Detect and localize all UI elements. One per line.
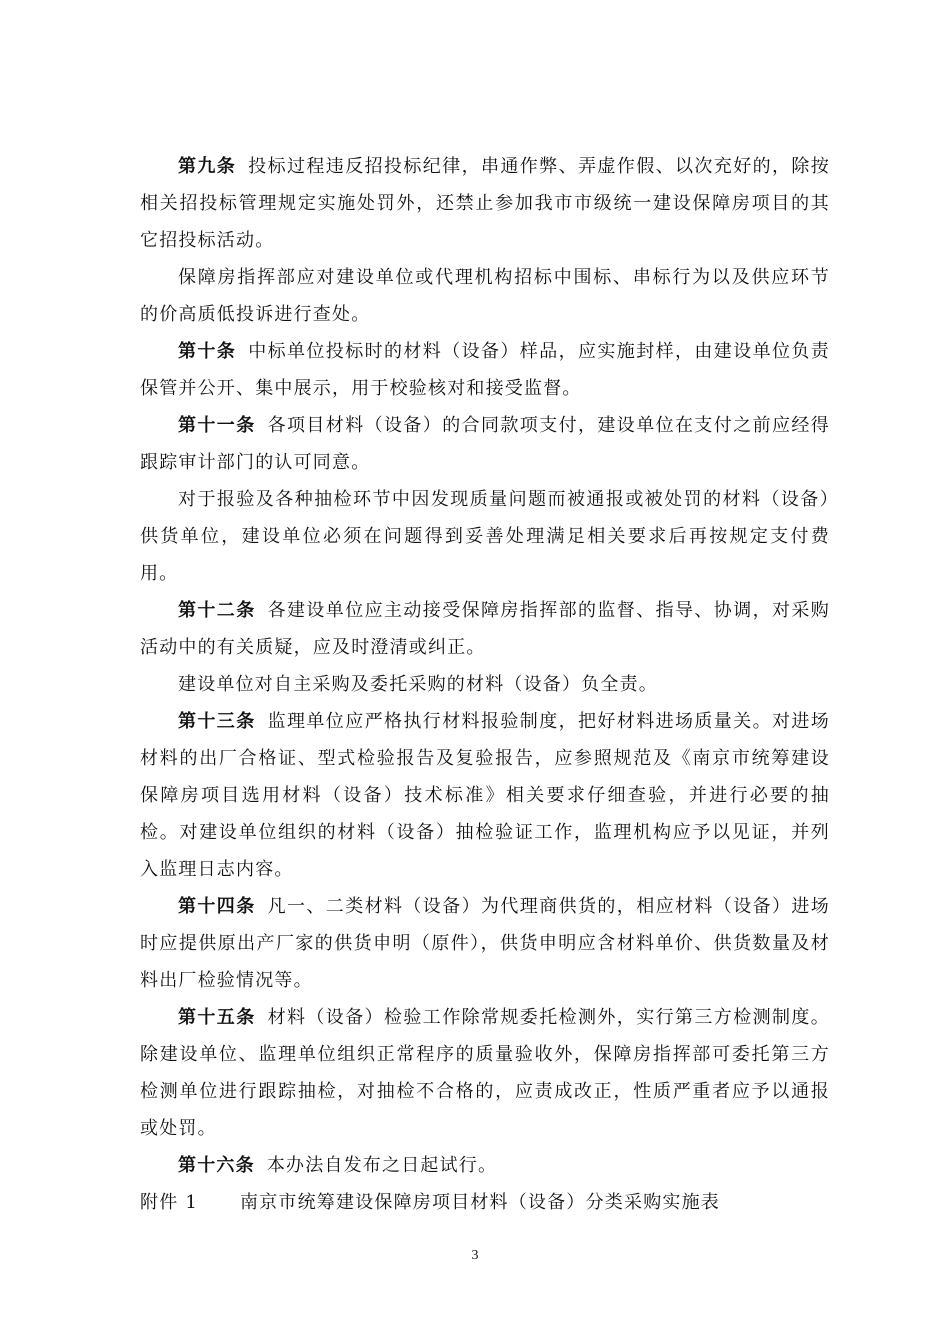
article-11-paragraph-2 (140, 481, 830, 592)
article-14 (140, 888, 830, 999)
article-15 (140, 999, 830, 1147)
article-16 (140, 1147, 830, 1184)
article-label: 第十条 (178, 341, 237, 362)
article-13 (140, 703, 830, 888)
article-label: 第十二条 (178, 600, 256, 621)
article-label: 第十六条 (178, 1155, 255, 1176)
article-label: 第十一条 (178, 415, 256, 436)
article-11 (140, 407, 830, 481)
article-text: 各建设单位应主动接受保障房指挥部的监督、指导、协调，对采购活动中的有关质疑，应及时澄清或纠正。 (140, 600, 830, 658)
attachment-line (140, 1184, 830, 1221)
article-10 (140, 333, 830, 407)
article-12 (140, 592, 830, 666)
article-12-paragraph-2 (140, 666, 830, 703)
article-text: 投标过程违反招投标纪律，串通作弊、弄虚作假、以次充好的，除按相关招投标管理规定实施处罚外，还禁止参加我市市级统一建设保障房项目的其它招投标活动。 (140, 156, 830, 251)
attachment-label: 附件 1 (140, 1192, 198, 1213)
attachment-title: 南京市统筹建设保障房项目材料（设备）分类采购实施表 (240, 1192, 720, 1213)
article-label: 第十三条 (178, 711, 256, 732)
article-text: 本办法自发布之日起试行。 (266, 1155, 498, 1176)
paragraph-text: 对于报验及各种抽检环节中因发现质量问题而被通报或被处罚的材料（设备）供货单位，建设单位必须在问题得到妥善处理满足相关要求后再按规定支付费用。 (140, 489, 830, 584)
article-label: 第九条 (178, 156, 237, 177)
document-body (140, 148, 830, 1221)
article-label: 第十五条 (178, 1007, 256, 1028)
article-text: 凡一、二类材料（设备）为代理商供货的，相应材料（设备）进场时应提供原出产厂家的供货申明（原件），供货申明应含材料单价、供货数量及材料出厂检验情况等。 (140, 896, 830, 991)
page-number: 3 (471, 1248, 479, 1263)
article-text: 各项目材料（设备）的合同款项支付，建设单位在支付之前应经得跟踪审计部门的认可同意。 (140, 415, 830, 473)
article-9-paragraph-2 (140, 259, 830, 333)
article-text: 中标单位投标时的材料（设备）样品，应实施封样，由建设单位负责保管并公开、集中展示，用于校验核对和接受监督。 (140, 341, 830, 399)
paragraph-text: 建设单位对自主采购及委托采购的材料（设备）负全责。 (178, 674, 658, 695)
article-label: 第十四条 (178, 896, 256, 917)
article-9 (140, 148, 830, 259)
article-text: 监理单位应严格执行材料报验制度，把好材料进场质量关。对进场材料的出厂合格证、型式检验报告及复验报告，应参照规范及《南京市统筹建设保障房项目选用材料（设备）技术标准》相关要求仔细查验，并进行必要的抽检。对建设单位组织的材料（设备）抽检验证工作，监理机构应予以见证，并列入监理日志内容。 (140, 711, 830, 880)
paragraph-text: 保障房指挥部应对建设单位或代理机构招标中围标、串标行为以及供应环节的价高质低投诉进行查处。 (140, 267, 830, 325)
article-text: 材料（设备）检验工作除常规委托检测外，实行第三方检测制度。除建设单位、监理单位组织正常程序的质量验收外，保障房指挥部可委托第三方检测单位进行跟踪抽检，对抽检不合格的，应责成改正，性质严重者应予以通报或处罚。 (140, 1007, 830, 1139)
